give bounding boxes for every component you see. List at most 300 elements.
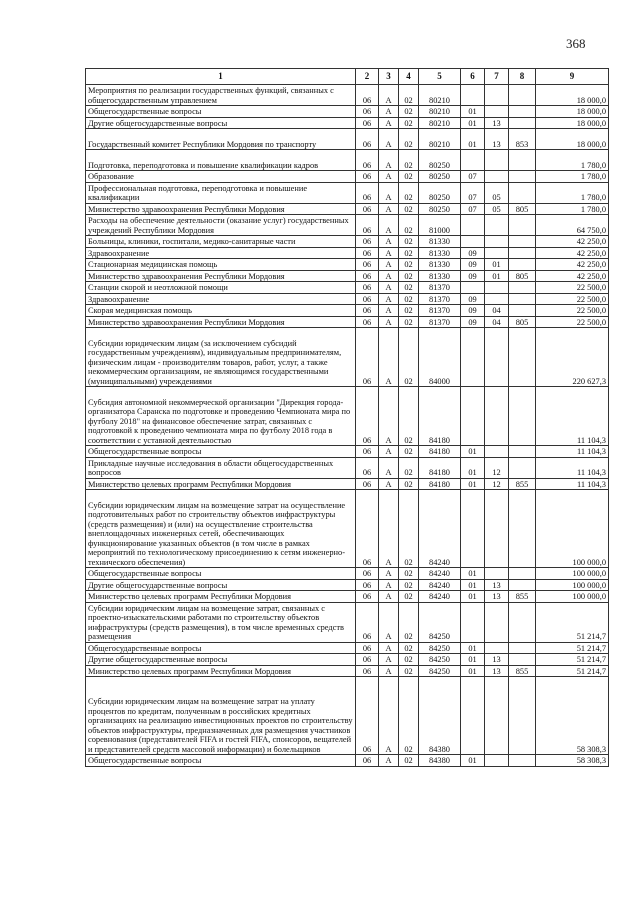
code-col-3: А bbox=[379, 478, 399, 490]
code-col-7: 13 bbox=[485, 129, 509, 150]
amount-cell: 11 104,3 bbox=[536, 478, 609, 490]
table-row bbox=[86, 665, 609, 677]
code-col-4: 02 bbox=[399, 328, 419, 387]
table-row bbox=[86, 316, 609, 328]
amount-cell: 22 500,0 bbox=[536, 282, 609, 294]
code-col-6: 01 bbox=[461, 129, 485, 150]
table-row bbox=[86, 259, 609, 271]
amount-cell: 11 104,3 bbox=[536, 457, 609, 478]
amount-cell: 18 000,0 bbox=[536, 117, 609, 129]
code-col-7 bbox=[485, 282, 509, 294]
amount-cell: 42 250,0 bbox=[536, 247, 609, 259]
table-row bbox=[86, 387, 609, 446]
table-row bbox=[86, 117, 609, 129]
code-col-5: 84240 bbox=[419, 591, 461, 603]
column-header: 8 bbox=[509, 69, 536, 85]
code-col-5: 81330 bbox=[419, 270, 461, 282]
code-col-2: 06 bbox=[356, 602, 379, 642]
code-col-8 bbox=[509, 755, 536, 767]
row-description: Образование bbox=[86, 171, 356, 183]
code-col-7 bbox=[485, 236, 509, 248]
amount-cell: 51 214,7 bbox=[536, 642, 609, 654]
column-header: 1 bbox=[86, 69, 356, 85]
amount-cell: 18 000,0 bbox=[536, 85, 609, 106]
table-row bbox=[86, 490, 609, 568]
code-col-6: 01 bbox=[461, 591, 485, 603]
code-col-3: А bbox=[379, 665, 399, 677]
amount-cell: 1 780,0 bbox=[536, 150, 609, 171]
code-col-3: А bbox=[379, 677, 399, 755]
code-col-6 bbox=[461, 85, 485, 106]
code-col-8: 855 bbox=[509, 478, 536, 490]
code-col-8 bbox=[509, 602, 536, 642]
code-col-6: 01 bbox=[461, 642, 485, 654]
row-description: Здравоохранение bbox=[86, 293, 356, 305]
code-col-6: 01 bbox=[461, 117, 485, 129]
table-row bbox=[86, 642, 609, 654]
code-col-5: 84250 bbox=[419, 665, 461, 677]
code-col-6 bbox=[461, 150, 485, 171]
code-col-5: 84180 bbox=[419, 387, 461, 446]
code-col-7 bbox=[485, 85, 509, 106]
code-col-7: 05 bbox=[485, 203, 509, 215]
code-col-8 bbox=[509, 654, 536, 666]
code-col-4: 02 bbox=[399, 203, 419, 215]
code-col-3: А bbox=[379, 203, 399, 215]
code-col-7: 13 bbox=[485, 665, 509, 677]
table-row bbox=[86, 182, 609, 203]
code-col-6: 07 bbox=[461, 203, 485, 215]
amount-cell: 42 250,0 bbox=[536, 259, 609, 271]
code-col-2: 06 bbox=[356, 642, 379, 654]
code-col-5: 81330 bbox=[419, 259, 461, 271]
code-col-5: 84250 bbox=[419, 602, 461, 642]
code-col-4: 02 bbox=[399, 282, 419, 294]
table-body bbox=[86, 85, 609, 767]
row-description: Министерство здравоохранения Республики Мордовия bbox=[86, 316, 356, 328]
row-description: Субсидии юридическим лицам на возмещение затрат, связанных с проектно-изыскательскими работами по строительству объектов инфраструктуры (средств размещения), в том числе временных средств размещения bbox=[86, 602, 356, 642]
table-row bbox=[86, 305, 609, 317]
table-row bbox=[86, 293, 609, 305]
code-col-4: 02 bbox=[399, 642, 419, 654]
code-col-8 bbox=[509, 642, 536, 654]
code-col-2: 06 bbox=[356, 446, 379, 458]
code-col-2: 06 bbox=[356, 247, 379, 259]
code-col-6: 09 bbox=[461, 247, 485, 259]
code-col-4: 02 bbox=[399, 247, 419, 259]
code-col-6: 01 bbox=[461, 457, 485, 478]
code-col-3: А bbox=[379, 387, 399, 446]
row-description: Расходы на обеспечение деятельности (оказание услуг) государственных учреждений Республики Мордовия bbox=[86, 215, 356, 236]
amount-cell: 1 780,0 bbox=[536, 182, 609, 203]
code-col-8 bbox=[509, 328, 536, 387]
code-col-6 bbox=[461, 387, 485, 446]
code-col-3: А bbox=[379, 106, 399, 118]
code-col-2: 06 bbox=[356, 259, 379, 271]
code-col-4: 02 bbox=[399, 215, 419, 236]
table-row bbox=[86, 446, 609, 458]
table-row bbox=[86, 478, 609, 490]
code-col-3: А bbox=[379, 259, 399, 271]
amount-cell: 42 250,0 bbox=[536, 236, 609, 248]
column-header: 6 bbox=[461, 69, 485, 85]
code-col-5: 84180 bbox=[419, 446, 461, 458]
code-col-5: 81370 bbox=[419, 282, 461, 294]
code-col-3: А bbox=[379, 457, 399, 478]
code-col-8 bbox=[509, 446, 536, 458]
code-col-7: 04 bbox=[485, 316, 509, 328]
code-col-2: 06 bbox=[356, 579, 379, 591]
code-col-4: 02 bbox=[399, 150, 419, 171]
table-row bbox=[86, 457, 609, 478]
code-col-5: 84240 bbox=[419, 490, 461, 568]
code-col-7 bbox=[485, 328, 509, 387]
row-description: Субсидия автономной некоммерческой организации "Дирекция города-организатора Саранска по подготовке и проведению Чемпионата мира по футболу 2018" на финансовое обеспечение затрат, связанных с подготовкой к проведению чемпионата мира по футболу 2018 года в соответствии с уставной деятельностью bbox=[86, 387, 356, 446]
code-col-3: А bbox=[379, 247, 399, 259]
code-col-8: 855 bbox=[509, 665, 536, 677]
code-col-4: 02 bbox=[399, 677, 419, 755]
code-col-6 bbox=[461, 236, 485, 248]
code-col-4: 02 bbox=[399, 654, 419, 666]
row-description: Министерство целевых программ Республики Мордовия bbox=[86, 665, 356, 677]
amount-cell: 100 000,0 bbox=[536, 568, 609, 580]
code-col-4: 02 bbox=[399, 602, 419, 642]
row-description: Скорая медицинская помощь bbox=[86, 305, 356, 317]
table-row bbox=[86, 171, 609, 183]
code-col-2: 06 bbox=[356, 150, 379, 171]
code-col-3: А bbox=[379, 171, 399, 183]
column-header: 3 bbox=[379, 69, 399, 85]
code-col-6: 01 bbox=[461, 755, 485, 767]
code-col-6: 01 bbox=[461, 106, 485, 118]
code-col-6: 01 bbox=[461, 478, 485, 490]
code-col-5: 84250 bbox=[419, 654, 461, 666]
amount-cell: 100 000,0 bbox=[536, 591, 609, 603]
code-col-3: А bbox=[379, 117, 399, 129]
code-col-7 bbox=[485, 106, 509, 118]
table-row bbox=[86, 328, 609, 387]
code-col-3: А bbox=[379, 236, 399, 248]
code-col-2: 06 bbox=[356, 215, 379, 236]
code-col-4: 02 bbox=[399, 293, 419, 305]
code-col-6: 09 bbox=[461, 259, 485, 271]
row-description: Министерство целевых программ Республики Мордовия bbox=[86, 478, 356, 490]
code-col-7: 01 bbox=[485, 259, 509, 271]
code-col-2: 06 bbox=[356, 106, 379, 118]
code-col-2: 06 bbox=[356, 654, 379, 666]
code-col-5: 84180 bbox=[419, 478, 461, 490]
code-col-5: 84380 bbox=[419, 677, 461, 755]
code-col-2: 06 bbox=[356, 293, 379, 305]
code-col-2: 06 bbox=[356, 236, 379, 248]
code-col-5: 80210 bbox=[419, 106, 461, 118]
code-col-5: 80250 bbox=[419, 182, 461, 203]
code-col-4: 02 bbox=[399, 182, 419, 203]
code-col-2: 06 bbox=[356, 85, 379, 106]
code-col-6: 01 bbox=[461, 579, 485, 591]
table-row bbox=[86, 270, 609, 282]
row-description: Стационарная медицинская помощь bbox=[86, 259, 356, 271]
code-col-2: 06 bbox=[356, 490, 379, 568]
row-description: Субсидии юридическим лицам (за исключением субсидий государственным учреждениям), индивидуальным предпринимателям, физическим лицам - производителям товаров, работ, услуг, а также некоммерческим организациям, не являющимся государственными (муниципальными) учреждениями bbox=[86, 328, 356, 387]
code-col-5: 81370 bbox=[419, 305, 461, 317]
code-col-3: А bbox=[379, 293, 399, 305]
code-col-2: 06 bbox=[356, 568, 379, 580]
code-col-6 bbox=[461, 677, 485, 755]
amount-cell: 100 000,0 bbox=[536, 579, 609, 591]
code-col-4: 02 bbox=[399, 490, 419, 568]
row-description: Общегосударственные вопросы bbox=[86, 642, 356, 654]
row-description: Больницы, клиники, госпитали, медико-санитарные части bbox=[86, 236, 356, 248]
code-col-2: 06 bbox=[356, 282, 379, 294]
row-description: Другие общегосударственные вопросы bbox=[86, 579, 356, 591]
code-col-7 bbox=[485, 171, 509, 183]
row-description: Станции скорой и неотложной помощи bbox=[86, 282, 356, 294]
code-col-8 bbox=[509, 293, 536, 305]
table-row bbox=[86, 579, 609, 591]
code-col-8: 805 bbox=[509, 270, 536, 282]
code-col-3: А bbox=[379, 270, 399, 282]
code-col-7 bbox=[485, 387, 509, 446]
code-col-2: 06 bbox=[356, 129, 379, 150]
code-col-5: 80210 bbox=[419, 85, 461, 106]
code-col-7: 13 bbox=[485, 591, 509, 603]
code-col-5: 80250 bbox=[419, 203, 461, 215]
amount-cell: 100 000,0 bbox=[536, 490, 609, 568]
code-col-2: 06 bbox=[356, 203, 379, 215]
code-col-6: 09 bbox=[461, 270, 485, 282]
code-col-5: 84250 bbox=[419, 642, 461, 654]
page-number: 368 bbox=[566, 36, 586, 51]
code-col-8 bbox=[509, 677, 536, 755]
table-row bbox=[86, 755, 609, 767]
row-description: Другие общегосударственные вопросы bbox=[86, 117, 356, 129]
code-col-3: А bbox=[379, 568, 399, 580]
row-description: Общегосударственные вопросы bbox=[86, 446, 356, 458]
table-row bbox=[86, 602, 609, 642]
code-col-8: 855 bbox=[509, 591, 536, 603]
table-row bbox=[86, 85, 609, 106]
row-description: Общегосударственные вопросы bbox=[86, 106, 356, 118]
row-description: Министерство здравоохранения Республики Мордовия bbox=[86, 270, 356, 282]
code-col-6: 01 bbox=[461, 568, 485, 580]
code-col-3: А bbox=[379, 654, 399, 666]
code-col-4: 02 bbox=[399, 591, 419, 603]
code-col-2: 06 bbox=[356, 677, 379, 755]
row-description: Подготовка, переподготовка и повышение квалификации кадров bbox=[86, 150, 356, 171]
code-col-8 bbox=[509, 282, 536, 294]
code-col-7: 13 bbox=[485, 117, 509, 129]
code-col-3: А bbox=[379, 602, 399, 642]
code-col-6 bbox=[461, 215, 485, 236]
column-header: 4 bbox=[399, 69, 419, 85]
code-col-6: 01 bbox=[461, 665, 485, 677]
row-description: Субсидии юридическим лицам на возмещение затрат на уплату процентов по кредитам, полученным в российских кредитных организациях на реализацию инвестиционных проектов по строительству объектов инфраструктуры, предназначенных для размещения участников соревнования (представителей FIFA и гостей FIFA, спонсоров, вещателей и представителей средств массовой информации) и болельщиков bbox=[86, 677, 356, 755]
code-col-4: 02 bbox=[399, 117, 419, 129]
amount-cell: 42 250,0 bbox=[536, 270, 609, 282]
code-col-7 bbox=[485, 446, 509, 458]
amount-cell: 18 000,0 bbox=[536, 106, 609, 118]
code-col-4: 02 bbox=[399, 387, 419, 446]
table-row bbox=[86, 129, 609, 150]
code-col-4: 02 bbox=[399, 568, 419, 580]
code-col-4: 02 bbox=[399, 106, 419, 118]
code-col-3: А bbox=[379, 215, 399, 236]
code-col-8 bbox=[509, 182, 536, 203]
code-col-6 bbox=[461, 328, 485, 387]
amount-cell: 1 780,0 bbox=[536, 171, 609, 183]
code-col-5: 81330 bbox=[419, 247, 461, 259]
code-col-8 bbox=[509, 579, 536, 591]
code-col-3: А bbox=[379, 129, 399, 150]
code-col-2: 06 bbox=[356, 305, 379, 317]
amount-cell: 22 500,0 bbox=[536, 316, 609, 328]
code-col-6: 07 bbox=[461, 171, 485, 183]
code-col-4: 02 bbox=[399, 236, 419, 248]
table-row bbox=[86, 282, 609, 294]
code-col-7: 12 bbox=[485, 478, 509, 490]
column-header: 5 bbox=[419, 69, 461, 85]
code-col-6: 09 bbox=[461, 316, 485, 328]
code-col-5: 80210 bbox=[419, 129, 461, 150]
code-col-8: 805 bbox=[509, 203, 536, 215]
code-col-3: А bbox=[379, 182, 399, 203]
code-col-6 bbox=[461, 602, 485, 642]
code-col-7 bbox=[485, 490, 509, 568]
code-col-2: 06 bbox=[356, 457, 379, 478]
code-col-5: 84000 bbox=[419, 328, 461, 387]
amount-cell: 51 214,7 bbox=[536, 602, 609, 642]
code-col-7: 05 bbox=[485, 182, 509, 203]
code-col-4: 02 bbox=[399, 129, 419, 150]
code-col-2: 06 bbox=[356, 755, 379, 767]
code-col-6: 09 bbox=[461, 305, 485, 317]
code-col-5: 84180 bbox=[419, 457, 461, 478]
code-col-4: 02 bbox=[399, 755, 419, 767]
budget-table bbox=[85, 68, 609, 767]
table-row bbox=[86, 247, 609, 259]
code-col-2: 06 bbox=[356, 270, 379, 282]
amount-cell: 64 750,0 bbox=[536, 215, 609, 236]
code-col-8 bbox=[509, 117, 536, 129]
code-col-5: 80210 bbox=[419, 117, 461, 129]
code-col-4: 02 bbox=[399, 85, 419, 106]
code-col-3: А bbox=[379, 642, 399, 654]
table-row bbox=[86, 215, 609, 236]
code-col-3: А bbox=[379, 446, 399, 458]
table-row bbox=[86, 591, 609, 603]
code-col-8: 853 bbox=[509, 129, 536, 150]
code-col-3: А bbox=[379, 591, 399, 603]
code-col-5: 81330 bbox=[419, 236, 461, 248]
amount-cell: 58 308,3 bbox=[536, 677, 609, 755]
code-col-3: А bbox=[379, 579, 399, 591]
code-col-2: 06 bbox=[356, 328, 379, 387]
row-description: Здравоохранение bbox=[86, 247, 356, 259]
code-col-7 bbox=[485, 150, 509, 171]
code-col-7: 13 bbox=[485, 579, 509, 591]
code-col-2: 06 bbox=[356, 171, 379, 183]
code-col-5: 84240 bbox=[419, 568, 461, 580]
row-description: Профессиональная подготовка, переподготовка и повышение квалификации bbox=[86, 182, 356, 203]
amount-cell: 18 000,0 bbox=[536, 129, 609, 150]
code-col-4: 02 bbox=[399, 665, 419, 677]
row-description: Мероприятия по реализации государственных функций, связанных с общегосударственным управлением bbox=[86, 85, 356, 106]
code-col-6: 07 bbox=[461, 182, 485, 203]
code-col-4: 02 bbox=[399, 457, 419, 478]
code-col-2: 06 bbox=[356, 182, 379, 203]
amount-cell: 1 780,0 bbox=[536, 203, 609, 215]
code-col-7 bbox=[485, 215, 509, 236]
code-col-7 bbox=[485, 602, 509, 642]
code-col-5: 81370 bbox=[419, 316, 461, 328]
row-description: Общегосударственные вопросы bbox=[86, 755, 356, 767]
code-col-3: А bbox=[379, 305, 399, 317]
table-row bbox=[86, 568, 609, 580]
amount-cell: 51 214,7 bbox=[536, 654, 609, 666]
code-col-8 bbox=[509, 457, 536, 478]
code-col-4: 02 bbox=[399, 478, 419, 490]
code-col-8 bbox=[509, 150, 536, 171]
column-header: 2 bbox=[356, 69, 379, 85]
table-row bbox=[86, 203, 609, 215]
code-col-8 bbox=[509, 171, 536, 183]
table-row bbox=[86, 150, 609, 171]
row-description: Государственный комитет Республики Мордовия по транспорту bbox=[86, 129, 356, 150]
code-col-7 bbox=[485, 755, 509, 767]
code-col-2: 06 bbox=[356, 591, 379, 603]
code-col-7 bbox=[485, 293, 509, 305]
code-col-6 bbox=[461, 282, 485, 294]
code-col-8 bbox=[509, 387, 536, 446]
code-col-4: 02 bbox=[399, 171, 419, 183]
code-col-6: 01 bbox=[461, 446, 485, 458]
code-col-8 bbox=[509, 305, 536, 317]
table-row bbox=[86, 106, 609, 118]
code-col-2: 06 bbox=[356, 387, 379, 446]
code-col-5: 81000 bbox=[419, 215, 461, 236]
code-col-7 bbox=[485, 247, 509, 259]
code-col-4: 02 bbox=[399, 579, 419, 591]
code-col-2: 06 bbox=[356, 117, 379, 129]
code-col-5: 81370 bbox=[419, 293, 461, 305]
code-col-3: А bbox=[379, 755, 399, 767]
code-col-5: 80250 bbox=[419, 150, 461, 171]
table-row bbox=[86, 236, 609, 248]
row-description: Субсидии юридическим лицам на возмещение затрат на осуществление подготовительных работ по строительству объектов инфраструктуры (средств размещения) и (или) на осуществление строительства внеплощадочных инженерных сетей, обеспечивающих функционирование указанных объектов (в том числе в рамках мероприятий по технологическому присоединению к сетям инженерно-технического обеспечения) bbox=[86, 490, 356, 568]
code-col-5: 80250 bbox=[419, 171, 461, 183]
code-col-6: 01 bbox=[461, 654, 485, 666]
code-col-4: 02 bbox=[399, 259, 419, 271]
row-description: Общегосударственные вопросы bbox=[86, 568, 356, 580]
code-col-7: 04 bbox=[485, 305, 509, 317]
code-col-6 bbox=[461, 490, 485, 568]
row-description: Министерство здравоохранения Республики Мордовия bbox=[86, 203, 356, 215]
table-row bbox=[86, 654, 609, 666]
amount-cell: 58 308,3 bbox=[536, 755, 609, 767]
code-col-5: 84240 bbox=[419, 579, 461, 591]
code-col-8 bbox=[509, 490, 536, 568]
column-header: 9 bbox=[536, 69, 609, 85]
row-description: Министерство целевых программ Республики Мордовия bbox=[86, 591, 356, 603]
code-col-3: А bbox=[379, 316, 399, 328]
code-col-5: 84380 bbox=[419, 755, 461, 767]
code-col-7 bbox=[485, 642, 509, 654]
row-description: Другие общегосударственные вопросы bbox=[86, 654, 356, 666]
amount-cell: 220 627,3 bbox=[536, 328, 609, 387]
code-col-3: А bbox=[379, 150, 399, 171]
amount-cell: 11 104,3 bbox=[536, 387, 609, 446]
